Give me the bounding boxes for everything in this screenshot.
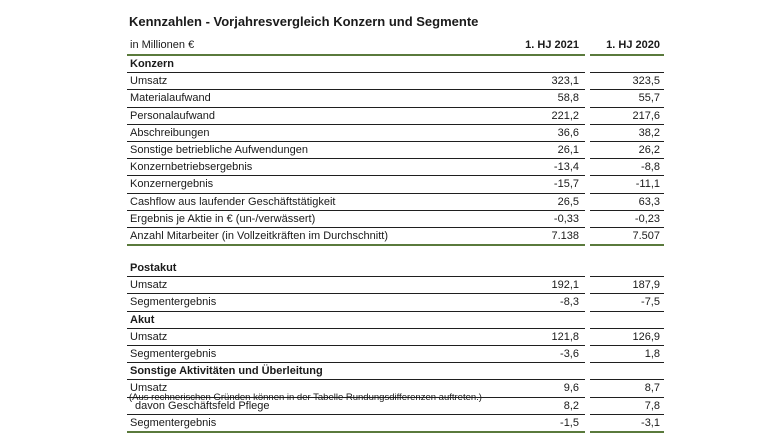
value-2021: -13,4	[553, 161, 579, 174]
row-label: Segmentergebnis	[130, 296, 217, 309]
table-row	[127, 108, 664, 125]
table-row	[127, 346, 664, 363]
value-2021: 8,2	[563, 399, 579, 412]
table-row	[127, 329, 664, 346]
column-header-2020: 1. HJ 2020	[606, 39, 660, 51]
value-2020: -8,8	[641, 161, 660, 174]
row-label: Cashflow aus laufender Geschäftstätigkeit	[130, 195, 336, 208]
row-label: davon Geschäftsfeld Pflege	[135, 399, 270, 412]
table-row	[127, 176, 664, 193]
value-2021: 26,5	[557, 195, 579, 208]
value-2021: 36,6	[557, 126, 579, 139]
section-heading-konzern	[127, 56, 664, 73]
unit-label: in Millionen €	[130, 39, 195, 51]
table-header-row	[127, 37, 664, 56]
table-row	[127, 211, 664, 228]
value-2021: -15,7	[553, 178, 579, 191]
value-2020: 1,8	[644, 348, 660, 360]
value-2021: -3,6	[560, 348, 579, 360]
value-2020: -7,5	[641, 296, 660, 309]
value-2021: 192,1	[551, 279, 579, 292]
value-2021: -0,33	[553, 212, 579, 225]
table-row	[127, 159, 664, 176]
value-2020: -11,1	[635, 178, 660, 191]
spacer-row	[127, 246, 664, 260]
row-label: Umsatz	[130, 75, 168, 88]
value-2021: 9,6	[563, 382, 579, 395]
section-label: Konzern	[130, 58, 174, 70]
section-heading-akut	[127, 312, 664, 329]
value-2021: 7.138	[551, 229, 579, 242]
table-row	[127, 125, 664, 142]
table-row	[127, 277, 664, 294]
section-label: Postakut	[130, 262, 177, 275]
row-label: Sonstige betriebliche Aufwendungen	[130, 143, 308, 156]
value-2020: 7,8	[644, 399, 660, 412]
row-label: Umsatz	[130, 330, 168, 343]
value-2020: 63,3	[638, 195, 660, 208]
section-heading-sonstige	[127, 363, 664, 380]
value-2020: 26,2	[638, 143, 660, 156]
row-label: Personalaufwand	[130, 109, 216, 122]
value-2020: 323,5	[632, 75, 660, 88]
value-2020: 217,6	[632, 109, 660, 122]
value-2020: -3,1	[641, 416, 660, 429]
value-2020: 55,7	[638, 92, 660, 105]
table-row	[127, 228, 664, 246]
section-label: Akut	[130, 313, 155, 326]
row-label: Materialaufwand	[130, 92, 211, 105]
row-label: Segmentergebnis	[130, 348, 217, 360]
value-2021: 121,8	[551, 330, 579, 343]
value-2021: 323,1	[551, 75, 579, 88]
value-2020: 7.507	[632, 229, 660, 242]
row-label: Umsatz	[130, 279, 168, 292]
section-label: Sonstige Aktivitäten und Überleitung	[130, 365, 323, 378]
value-2021: 26,1	[557, 143, 579, 156]
value-2021: 221,2	[551, 109, 579, 122]
row-label: Ergebnis je Aktie in € (un-/verwässert)	[130, 212, 316, 225]
value-2021: -1,5	[560, 416, 579, 429]
table-title: Kennzahlen - Vorjahresvergleich Konzern und Segmente	[129, 14, 479, 29]
row-label: Umsatz	[130, 382, 168, 395]
value-2020: 187,9	[632, 279, 660, 292]
table-row	[127, 294, 664, 311]
row-label: Anzahl Mitarbeiter (in Vollzeitkräften im Durchschnitt)	[130, 229, 388, 242]
row-label: Konzernergebnis	[130, 178, 214, 191]
value-2020: 126,9	[632, 330, 660, 343]
row-label: Abschreibungen	[130, 126, 210, 139]
row-label: Segmentergebnis	[130, 416, 217, 429]
footnote: (Aus rechnerischen Gründen können in der Tabelle Rundungsdifferenzen auftreten.)	[129, 392, 482, 403]
value-2021: -8,3	[560, 296, 579, 309]
table-row	[127, 73, 664, 90]
kennzahlen-table	[127, 37, 664, 433]
table-row	[127, 90, 664, 107]
value-2020: -0,23	[634, 212, 660, 225]
value-2021: 58,8	[557, 92, 579, 105]
table-row	[127, 415, 664, 433]
value-2020: 8,7	[644, 382, 660, 395]
value-2020: 38,2	[638, 126, 660, 139]
column-header-2021: 1. HJ 2021	[525, 39, 579, 51]
table-row	[127, 142, 664, 159]
section-heading-postakut	[127, 260, 664, 277]
row-label: Konzernbetriebsergebnis	[130, 161, 253, 174]
table-row	[127, 194, 664, 211]
